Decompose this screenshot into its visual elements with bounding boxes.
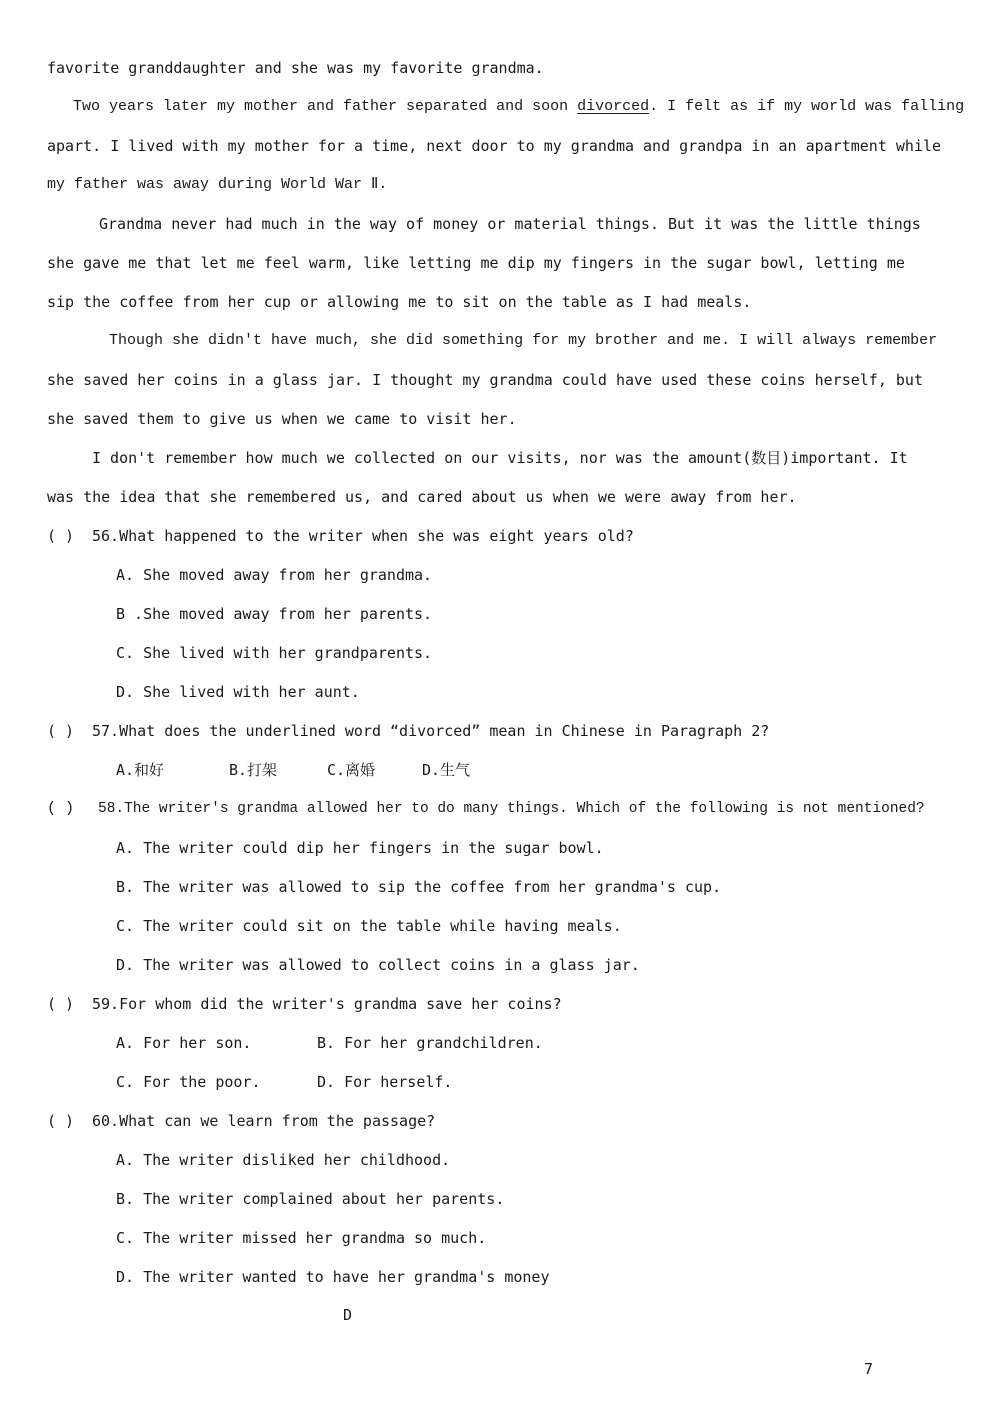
question-stem: 59.For whom did the writer's grandma save her coins?	[92, 995, 562, 1013]
option-b: B.打架	[229, 761, 278, 779]
passage-line: she saved them to give us when we came to visit her.	[47, 410, 517, 428]
passage-paragraph-3-line-1: Grandma never had much in the way of money or material things. But it was the little things	[99, 215, 921, 233]
underlined-word-divorced: divorced	[577, 98, 650, 115]
option-d: D.生气	[422, 761, 471, 779]
answer-blank: ( )	[47, 722, 75, 740]
question-stem: 58.The writer's grandma allowed her to do many things. Which of the following is not mentioned?	[98, 801, 925, 817]
option-a: A. For her son.	[116, 1034, 252, 1052]
option-a: A. The writer disliked her childhood.	[116, 1151, 451, 1169]
option-a: A.和好	[116, 761, 165, 779]
page-number: 7	[864, 1360, 874, 1378]
option-c: C.离婚	[327, 761, 376, 779]
option-b: B. For her grandchildren.	[317, 1034, 543, 1052]
option-c: C. For the poor.	[116, 1073, 261, 1091]
answer-blank: ( )	[47, 1112, 75, 1130]
passage-line: apart. I lived with my mother for a time, next door to my grandma and grandpa in an apartment while	[47, 137, 942, 155]
answer-blank: ( )	[47, 995, 75, 1013]
passage-paragraph-2-line-1	[73, 97, 965, 117]
option-b: B. The writer complained about her parents.	[116, 1190, 505, 1208]
passage-line: sip the coffee from her cup or allowing me to sit on the table as I had meals.	[47, 293, 752, 311]
option-d: D. The writer wanted to have her grandma's money	[116, 1268, 550, 1286]
option-d: D. She lived with her aunt.	[116, 683, 360, 701]
passage-text: . I felt as if my world was falling	[649, 98, 965, 115]
option-d: D. The writer was allowed to collect coins in a glass jar.	[116, 956, 640, 974]
section-heading-d: D	[343, 1306, 353, 1324]
question-stem: 60.What can we learn from the passage?	[92, 1112, 436, 1130]
option-c: C. The writer missed her grandma so much.	[116, 1229, 487, 1247]
answer-blank: ( )	[47, 527, 75, 545]
passage-line: she gave me that let me feel warm, like letting me dip my fingers in the sugar bowl, letting me	[47, 254, 905, 272]
passage-line: favorite granddaughter and she was my favorite grandma.	[47, 59, 544, 77]
option-a: A. The writer could dip her fingers in the sugar bowl.	[116, 839, 604, 857]
passage-paragraph-4-line-1: Though she didn't have much, she did something for my brother and me. I will always remember	[109, 332, 938, 349]
passage-text: Two years later my mother and father separated and soon	[73, 98, 578, 115]
option-c: C. She lived with her grandparents.	[116, 644, 433, 662]
question-stem: 57.What does the underlined word “divorced” mean in Chinese in Paragraph 2?	[92, 722, 770, 740]
passage-line: my father was away during World War Ⅱ.	[47, 176, 388, 193]
passage-line: was the idea that she remembered us, and cared about us when we were away from her.	[47, 488, 797, 506]
question-stem: 56.What happened to the writer when she was eight years old?	[92, 527, 634, 545]
option-d: D. For herself.	[317, 1073, 453, 1091]
passage-line: she saved her coins in a glass jar. I thought my grandma could have used these coins herself, but	[47, 371, 923, 389]
option-c: C. The writer could sit on the table while having meals.	[116, 917, 622, 935]
option-a: A. She moved away from her grandma.	[116, 566, 433, 584]
passage-paragraph-5-line-1: I don't remember how much we collected on our visits, nor was the amount(数目)important. It	[92, 449, 908, 467]
option-b: B. The writer was allowed to sip the coffee from her grandma's cup.	[116, 878, 722, 896]
answer-blank: ( )	[47, 800, 75, 817]
option-b: B .She moved away from her parents.	[116, 605, 433, 623]
